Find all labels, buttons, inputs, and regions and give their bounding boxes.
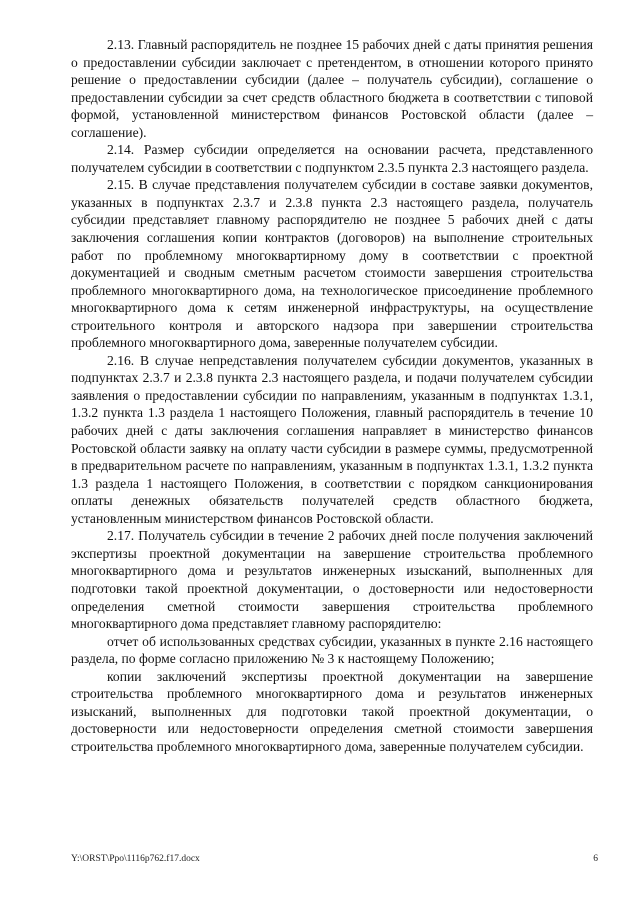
paragraph-2-17-item-copies: копии заключений экспертизы проектной документации на завершение строительства проблемного многоквартирного дома и результатов инженерных изысканий, выполненных для подготовки такой проектной документации, о достоверности или недостоверности определения сметной стоимости завершения строительства проблемного многоквартирного дома, заверенные получателем субсидии. bbox=[71, 668, 593, 754]
paragraph-2-13: 2.13. Главный распорядитель не позднее 15 рабочих дней с даты принятия решения о предоставлении субсидии заключает с претендентом, в отношении которого принято решение о предоставлении субсидии (далее – получатель субсидии), соглашение о предоставлении субсидии за счет средств областного бюджета в соответствии с типовой формой, установленной министерством финансов Ростовской области (далее – соглашение). bbox=[71, 37, 593, 140]
paragraph-2-14: 2.14. Размер субсидии определяется на основании расчета, представленного получателем субсидии в соответствии с подпунктом 2.3.5 пункта 2.3 настоящего раздела. bbox=[71, 142, 593, 175]
document-body bbox=[71, 36, 593, 755]
paragraph-2-15: 2.15. В случае представления получателем субсидии в составе заявки документов, указанных в подпунктах 2.3.7 и 2.3.8 пункта 2.3 настоящего раздела, получатель субсидии представляет главному распорядителю не позднее 5 рабочих дней с даты заключения соглашения копии контрактов (договоров) на выполнение строительных работ по проблемному многоквартирному дому в соответствии с проектной документацией и сводным сметным расчетом стоимости завершения строительства проблемного многоквартирного дома, на технологическое присоединение проблемного многоквартирного дома к сетям инженерной инфраструктуры, на осуществление строительного контроля и авторского надзора при завершении строительства проблемного многоквартирного дома, заверенные получателем субсидии. bbox=[71, 177, 593, 351]
paragraph-2-17-item-report: отчет об использованных средствах субсидии, указанных в пункте 2.16 настоящего раздела, по форме согласно приложению № 3 к настоящему Положению; bbox=[71, 633, 593, 667]
paragraph-2-16: 2.16. В случае непредставления получателем субсидии документов, указанных в подпунктах 2.3.7 и 2.3.8 пункта 2.3 настоящего раздела, и подачи получателем субсидии заявления о предоставлении субсидии по направлениям, указанным в подпунктах 1.3.1, 1.3.2 пункта 1.3 раздела 1 настоящего Положения, главный распорядитель в течение 10 рабочих дней с даты заключения соглашения направляет в министерство финансов Ростовской области заявку на оплату части субсидии в размере суммы, предусмотренной в предварительном расчете по направлениям, указанным в подпунктах 1.3.1, 1.3.2 пункта 1.3 раздела 1 настоящего Положения, в соответствии с порядком санкционирования оплаты денежных обязательств получателей средств областного бюджета, установленным министерством финансов Ростовской области. bbox=[71, 352, 593, 526]
footer-page-number: 6 bbox=[593, 854, 598, 864]
footer-file-path: Y:\ORST\Ppo\1116p762.f17.docx bbox=[71, 854, 200, 864]
paragraph-2-17: 2.17. Получатель субсидии в течение 2 рабочих дней после получения заключений экспертизы проектной документации на завершение строительства проблемного многоквартирного дома и результатов инженерных изысканий, выполненных для подготовки такой проектной документации, о достоверности или недостоверности определения сметной стоимости завершения строительства проблемного многоквартирного дома представляет главному распорядителю: bbox=[71, 528, 593, 632]
